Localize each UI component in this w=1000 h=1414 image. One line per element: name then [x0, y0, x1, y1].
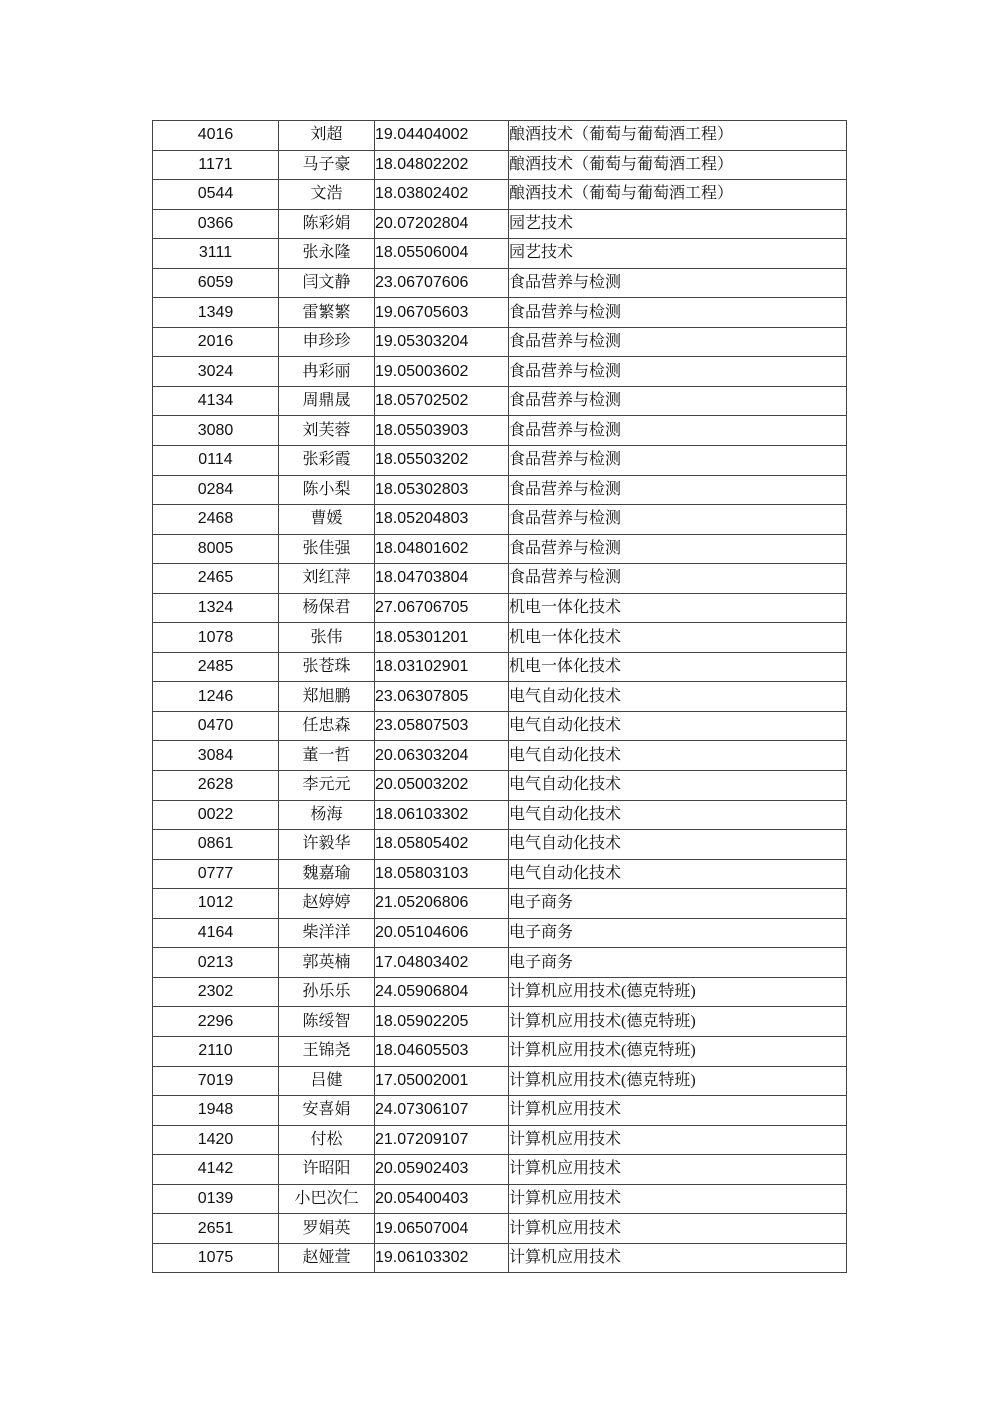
- id-cell: 1948: [153, 1096, 279, 1126]
- score-cell: 18.04703804: [375, 564, 509, 594]
- name-cell: 郑旭鹏: [279, 682, 375, 712]
- table-row: [153, 180, 847, 210]
- score-cell: 21.07209107: [375, 1125, 509, 1155]
- table-row: [153, 1125, 847, 1155]
- major-cell: 食品营养与检测: [509, 416, 847, 446]
- table-row: [153, 1243, 847, 1273]
- major-cell: 计算机应用技术: [509, 1243, 847, 1273]
- major-cell: 电子商务: [509, 918, 847, 948]
- name-cell: 刘芙蓉: [279, 416, 375, 446]
- score-cell: 19.06507004: [375, 1214, 509, 1244]
- score-cell: 18.05803103: [375, 859, 509, 889]
- table-row: [153, 593, 847, 623]
- id-cell: 4134: [153, 386, 279, 416]
- table-row: [153, 1036, 847, 1066]
- table-row: [153, 800, 847, 830]
- id-cell: 2465: [153, 564, 279, 594]
- score-cell: 18.05902205: [375, 1007, 509, 1037]
- score-cell: 23.06307805: [375, 682, 509, 712]
- major-cell: 园艺技术: [509, 209, 847, 239]
- name-cell: 许昭阳: [279, 1155, 375, 1185]
- score-cell: 18.05506004: [375, 239, 509, 269]
- id-cell: 0284: [153, 475, 279, 505]
- id-cell: 1349: [153, 298, 279, 328]
- score-cell: 18.04801602: [375, 534, 509, 564]
- name-cell: 申珍珍: [279, 327, 375, 357]
- table-row: [153, 416, 847, 446]
- major-cell: 计算机应用技术: [509, 1125, 847, 1155]
- id-cell: 0777: [153, 859, 279, 889]
- major-cell: 计算机应用技术: [509, 1184, 847, 1214]
- id-cell: 0544: [153, 180, 279, 210]
- major-cell: 机电一体化技术: [509, 623, 847, 653]
- name-cell: 文浩: [279, 180, 375, 210]
- name-cell: 张佳强: [279, 534, 375, 564]
- table-row: [153, 534, 847, 564]
- id-cell: 3080: [153, 416, 279, 446]
- id-cell: 0022: [153, 800, 279, 830]
- table-row: [153, 977, 847, 1007]
- major-cell: 电子商务: [509, 889, 847, 919]
- id-cell: 1078: [153, 623, 279, 653]
- id-cell: 1420: [153, 1125, 279, 1155]
- name-cell: 刘超: [279, 121, 375, 151]
- id-cell: 6059: [153, 268, 279, 298]
- score-cell: 18.04605503: [375, 1036, 509, 1066]
- name-cell: 杨保君: [279, 593, 375, 623]
- name-cell: 陈彩娟: [279, 209, 375, 239]
- score-cell: 20.05902403: [375, 1155, 509, 1185]
- score-cell: 23.05807503: [375, 711, 509, 741]
- score-cell: 19.06705603: [375, 298, 509, 328]
- score-cell: 27.06706705: [375, 593, 509, 623]
- name-cell: 雷繁繁: [279, 298, 375, 328]
- table-row: [153, 711, 847, 741]
- table-row: [153, 889, 847, 919]
- score-cell: 20.05003202: [375, 771, 509, 801]
- id-cell: 7019: [153, 1066, 279, 1096]
- name-cell: 张苍珠: [279, 652, 375, 682]
- name-cell: 小巴次仁: [279, 1184, 375, 1214]
- table-row: [153, 327, 847, 357]
- name-cell: 赵婷婷: [279, 889, 375, 919]
- name-cell: 张永隆: [279, 239, 375, 269]
- table-row: [153, 948, 847, 978]
- score-cell: 18.05702502: [375, 386, 509, 416]
- id-cell: 1075: [153, 1243, 279, 1273]
- score-cell: 18.03102901: [375, 652, 509, 682]
- table-row: [153, 357, 847, 387]
- id-cell: 3024: [153, 357, 279, 387]
- id-cell: 2651: [153, 1214, 279, 1244]
- table-row: [153, 1184, 847, 1214]
- major-cell: 酿酒技术（葡萄与葡萄酒工程）: [509, 180, 847, 210]
- major-cell: 食品营养与检测: [509, 298, 847, 328]
- score-cell: 19.05003602: [375, 357, 509, 387]
- table-row: [153, 505, 847, 535]
- table-row: [153, 121, 847, 151]
- score-cell: 18.05503202: [375, 446, 509, 476]
- major-cell: 食品营养与检测: [509, 446, 847, 476]
- score-cell: 18.05301201: [375, 623, 509, 653]
- table-row: [153, 1096, 847, 1126]
- score-cell: 18.06103302: [375, 800, 509, 830]
- id-cell: 3084: [153, 741, 279, 771]
- major-cell: 计算机应用技术: [509, 1096, 847, 1126]
- major-cell: 园艺技术: [509, 239, 847, 269]
- score-cell: 18.05302803: [375, 475, 509, 505]
- id-cell: 4142: [153, 1155, 279, 1185]
- name-cell: 任忠森: [279, 711, 375, 741]
- table-row: [153, 446, 847, 476]
- table-row: [153, 859, 847, 889]
- name-cell: 曹媛: [279, 505, 375, 535]
- major-cell: 计算机应用技术(德克特班): [509, 977, 847, 1007]
- major-cell: 机电一体化技术: [509, 593, 847, 623]
- table-row: [153, 1066, 847, 1096]
- major-cell: 食品营养与检测: [509, 327, 847, 357]
- name-cell: 付松: [279, 1125, 375, 1155]
- major-cell: 食品营养与检测: [509, 268, 847, 298]
- name-cell: 罗娟英: [279, 1214, 375, 1244]
- name-cell: 郭英楠: [279, 948, 375, 978]
- score-cell: 18.05805402: [375, 830, 509, 860]
- name-cell: 吕健: [279, 1066, 375, 1096]
- name-cell: 陈绥智: [279, 1007, 375, 1037]
- name-cell: 张彩霞: [279, 446, 375, 476]
- major-cell: 电气自动化技术: [509, 771, 847, 801]
- score-cell: 18.04802202: [375, 150, 509, 180]
- name-cell: 陈小梨: [279, 475, 375, 505]
- table-body: [153, 121, 847, 1273]
- id-cell: 2485: [153, 652, 279, 682]
- score-cell: 17.04803402: [375, 948, 509, 978]
- score-cell: 18.05503903: [375, 416, 509, 446]
- table-row: [153, 623, 847, 653]
- id-cell: 0366: [153, 209, 279, 239]
- id-cell: 2016: [153, 327, 279, 357]
- table-row: [153, 475, 847, 505]
- id-cell: 2110: [153, 1036, 279, 1066]
- id-cell: 1324: [153, 593, 279, 623]
- major-cell: 计算机应用技术(德克特班): [509, 1007, 847, 1037]
- major-cell: 电气自动化技术: [509, 741, 847, 771]
- id-cell: 2468: [153, 505, 279, 535]
- id-cell: 2302: [153, 977, 279, 1007]
- name-cell: 安喜娟: [279, 1096, 375, 1126]
- table-row: [153, 209, 847, 239]
- id-cell: 0213: [153, 948, 279, 978]
- name-cell: 李元元: [279, 771, 375, 801]
- id-cell: 8005: [153, 534, 279, 564]
- table-row: [153, 1007, 847, 1037]
- table-row: [153, 564, 847, 594]
- major-cell: 计算机应用技术: [509, 1214, 847, 1244]
- table-row: [153, 652, 847, 682]
- student-roster-table: [152, 120, 847, 1273]
- table-row: [153, 830, 847, 860]
- name-cell: 许毅华: [279, 830, 375, 860]
- score-cell: 18.03802402: [375, 180, 509, 210]
- id-cell: 4016: [153, 121, 279, 151]
- major-cell: 电气自动化技术: [509, 830, 847, 860]
- name-cell: 王锦尧: [279, 1036, 375, 1066]
- table-row: [153, 239, 847, 269]
- name-cell: 董一哲: [279, 741, 375, 771]
- score-cell: 17.05002001: [375, 1066, 509, 1096]
- major-cell: 机电一体化技术: [509, 652, 847, 682]
- major-cell: 电子商务: [509, 948, 847, 978]
- id-cell: 0861: [153, 830, 279, 860]
- score-cell: 20.06303204: [375, 741, 509, 771]
- name-cell: 柴洋洋: [279, 918, 375, 948]
- table-row: [153, 1155, 847, 1185]
- score-cell: 19.05303204: [375, 327, 509, 357]
- major-cell: 电气自动化技术: [509, 682, 847, 712]
- table-row: [153, 1214, 847, 1244]
- id-cell: 3111: [153, 239, 279, 269]
- major-cell: 计算机应用技术(德克特班): [509, 1036, 847, 1066]
- table-row: [153, 150, 847, 180]
- major-cell: 电气自动化技术: [509, 711, 847, 741]
- name-cell: 张伟: [279, 623, 375, 653]
- major-cell: 食品营养与检测: [509, 564, 847, 594]
- table-row: [153, 741, 847, 771]
- id-cell: 1012: [153, 889, 279, 919]
- name-cell: 冉彩丽: [279, 357, 375, 387]
- id-cell: 4164: [153, 918, 279, 948]
- major-cell: 电气自动化技术: [509, 859, 847, 889]
- table-row: [153, 268, 847, 298]
- major-cell: 电气自动化技术: [509, 800, 847, 830]
- id-cell: 1246: [153, 682, 279, 712]
- major-cell: 酿酒技术（葡萄与葡萄酒工程）: [509, 121, 847, 151]
- major-cell: 食品营养与检测: [509, 357, 847, 387]
- table-row: [153, 386, 847, 416]
- table-row: [153, 682, 847, 712]
- score-cell: 24.07306107: [375, 1096, 509, 1126]
- name-cell: 闫文静: [279, 268, 375, 298]
- score-cell: 19.04404002: [375, 121, 509, 151]
- table-row: [153, 771, 847, 801]
- name-cell: 孙乐乐: [279, 977, 375, 1007]
- id-cell: 2296: [153, 1007, 279, 1037]
- id-cell: 2628: [153, 771, 279, 801]
- name-cell: 马子豪: [279, 150, 375, 180]
- score-cell: 24.05906804: [375, 977, 509, 1007]
- name-cell: 周鼎晟: [279, 386, 375, 416]
- table-row: [153, 298, 847, 328]
- id-cell: 1171: [153, 150, 279, 180]
- id-cell: 0114: [153, 446, 279, 476]
- name-cell: 魏嘉瑜: [279, 859, 375, 889]
- score-cell: 19.06103302: [375, 1243, 509, 1273]
- score-cell: 21.05206806: [375, 889, 509, 919]
- table-row: [153, 918, 847, 948]
- name-cell: 赵娅萱: [279, 1243, 375, 1273]
- score-cell: 18.05204803: [375, 505, 509, 535]
- name-cell: 刘红萍: [279, 564, 375, 594]
- major-cell: 计算机应用技术(德克特班): [509, 1066, 847, 1096]
- major-cell: 酿酒技术（葡萄与葡萄酒工程）: [509, 150, 847, 180]
- major-cell: 计算机应用技术: [509, 1155, 847, 1185]
- id-cell: 0139: [153, 1184, 279, 1214]
- major-cell: 食品营养与检测: [509, 386, 847, 416]
- major-cell: 食品营养与检测: [509, 534, 847, 564]
- name-cell: 杨海: [279, 800, 375, 830]
- score-cell: 20.05400403: [375, 1184, 509, 1214]
- score-cell: 23.06707606: [375, 268, 509, 298]
- major-cell: 食品营养与检测: [509, 505, 847, 535]
- score-cell: 20.05104606: [375, 918, 509, 948]
- major-cell: 食品营养与检测: [509, 475, 847, 505]
- id-cell: 0470: [153, 711, 279, 741]
- score-cell: 20.07202804: [375, 209, 509, 239]
